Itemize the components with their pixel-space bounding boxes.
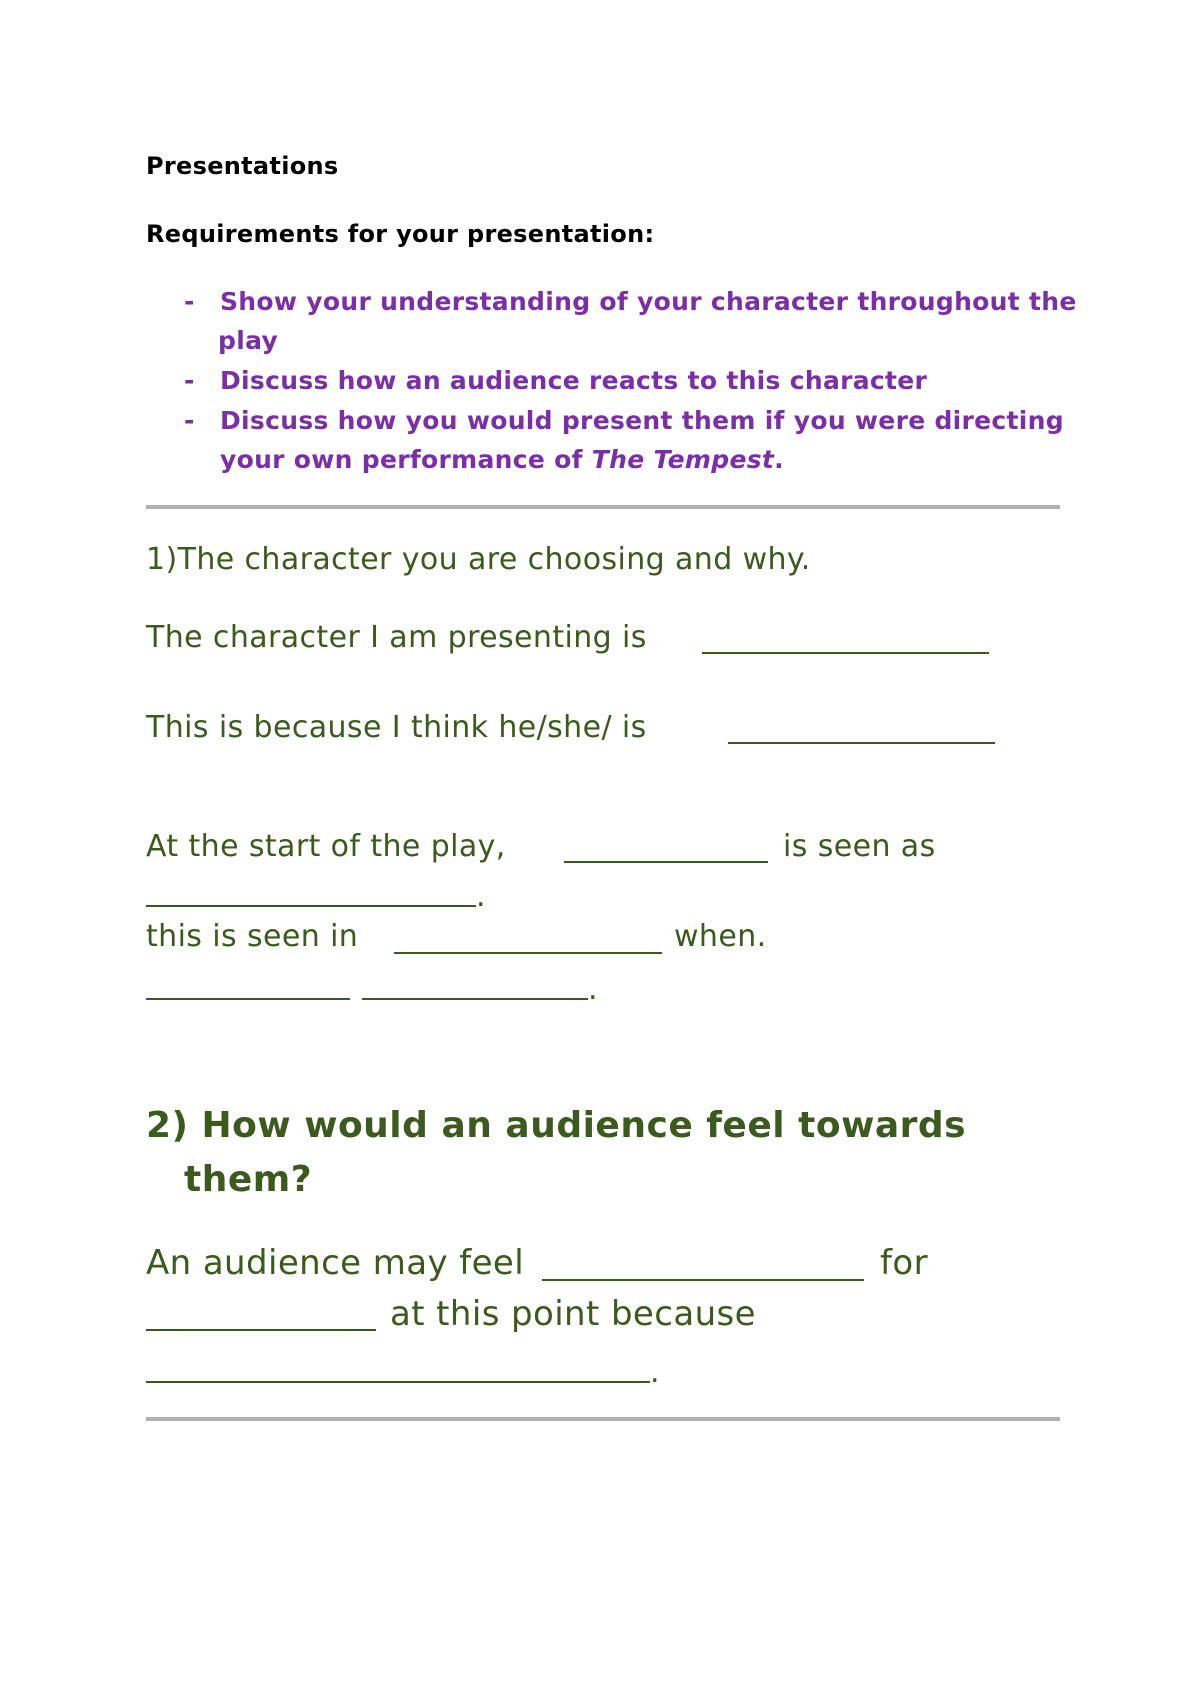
play-title-italic: The Tempest (591, 445, 775, 474)
section-2-heading-line-2: them? (184, 1159, 313, 1200)
divider-rule (146, 1417, 1060, 1421)
requirement-item-1-line-1: Show your understanding of your character throughout the (220, 287, 1077, 316)
requirement-item-3-line-2 (220, 447, 784, 472)
requirement-item-2: Discuss how an audience reacts to this character (220, 366, 928, 395)
when-blank-2 (362, 998, 588, 1000)
divider-rule (146, 505, 1060, 509)
section-2-heading-line-1: 2) How would an audience feel towards (146, 1105, 967, 1146)
seen-as-blank (146, 905, 476, 907)
when-blank-1 (146, 998, 350, 1000)
start-of-play-text: At the start of the play, (146, 829, 506, 864)
seen-in-blank (394, 952, 662, 954)
seen-in-text: this is seen in (146, 919, 359, 954)
requirement-item-3-suffix: . (774, 445, 784, 474)
for-character-blank (146, 1329, 376, 1331)
character-blank (702, 652, 989, 654)
because-blank (728, 742, 995, 744)
bullet-dash: - (184, 366, 195, 395)
seen-as-text: is seen as (783, 829, 936, 864)
character-prompt-text: The character I am presenting is (146, 620, 647, 655)
period: . (588, 972, 598, 1007)
requirement-item-3-prefix: your own performance of (220, 445, 592, 474)
because-answer-blank (146, 1381, 650, 1383)
bullet-dash: - (184, 287, 195, 316)
start-character-blank (564, 861, 768, 863)
at-this-point-text: at this point because (390, 1294, 756, 1334)
feel-blank (542, 1279, 864, 1281)
for-text: for (880, 1243, 928, 1283)
requirement-item-3-line-1: Discuss how you would present them if you were directing (220, 406, 1064, 435)
period: . (650, 1355, 660, 1390)
because-prompt-text: This is because I think he/she/ is (146, 710, 647, 745)
section-1-heading: 1)The character you are choosing and why. (146, 542, 811, 577)
audience-feel-text: An audience may feel (146, 1243, 525, 1283)
bullet-dash: - (184, 406, 195, 435)
requirement-item-1-line-2: play (218, 326, 279, 355)
when-text: when. (674, 919, 767, 954)
page-title: Presentations (146, 152, 339, 180)
period: . (476, 879, 486, 914)
requirements-heading: Requirements for your presentation: (146, 220, 655, 248)
